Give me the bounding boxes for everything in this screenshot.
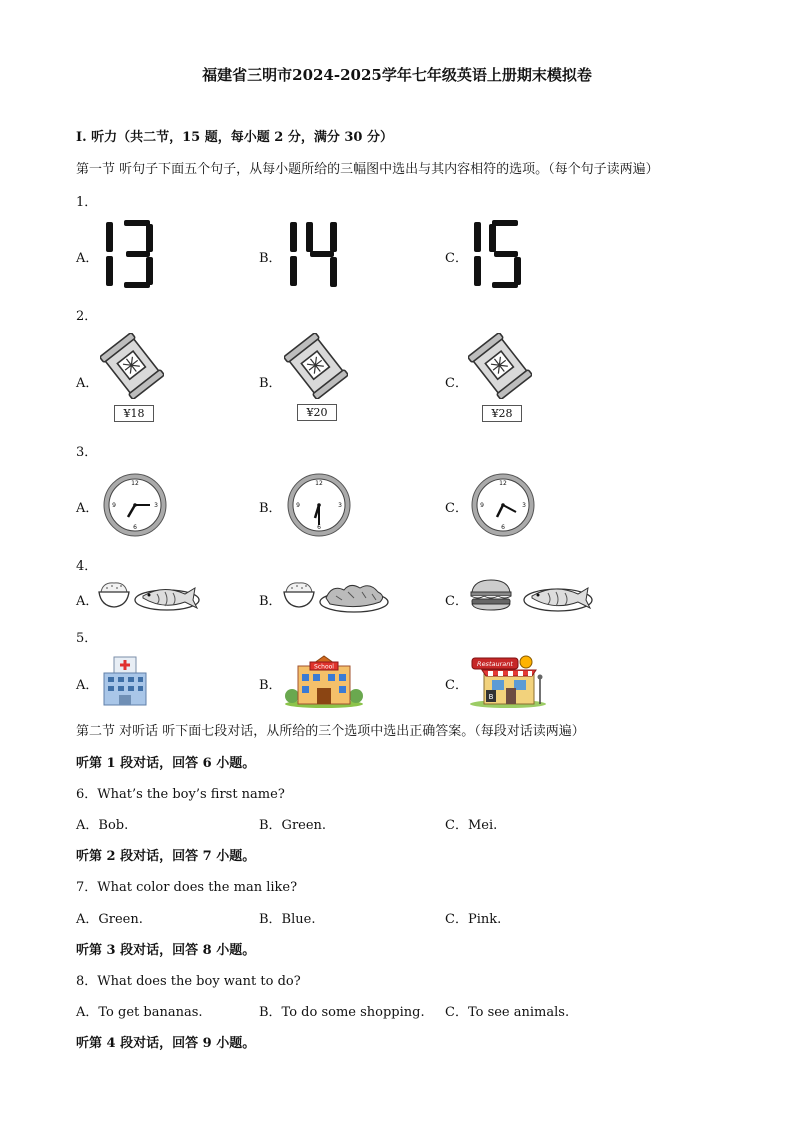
svg-text:3: 3 [338,502,342,509]
number-14-icon [284,218,344,290]
q2-option-b: B． [259,376,282,391]
q5-option-b: B． [259,678,282,693]
section-heading: I. 听力（共二节，15 题，每小题 2 分，满分 30 分） [76,130,393,145]
svg-text:6: 6 [501,524,505,531]
number-13-icon [100,218,160,290]
q4-option-a: A． [76,594,99,609]
svg-text:6: 6 [133,524,137,531]
clock-icon [286,472,352,538]
part2-heading: 第二节 对听话 听下面七段对话，从所给的三个选项中选出正确答案。（每段对话读两遍） [76,724,585,739]
svg-text:12: 12 [315,480,323,487]
clock-icon [102,472,168,538]
restaurant-building-icon [468,654,548,708]
school-building-icon [284,654,364,708]
school-sign: School [314,663,334,671]
svg-text:9: 9 [112,502,116,509]
q6-option-c: C．Mei. [445,818,498,833]
q3-option-c: C． [445,501,468,516]
svg-text:B: B [488,693,494,701]
q3-option-a: A． [76,501,99,516]
q2-option-a: A． [76,376,99,391]
q8-option-a: A．To get bananas. [76,1005,203,1020]
svg-text:6: 6 [317,524,321,531]
q1-option-c: C． [445,251,468,266]
q1-option-b: B． [259,251,282,266]
clock-icon [470,472,536,538]
snack-bag-icon [284,333,348,399]
q6-option-a: A．Bob. [76,818,129,833]
price-tag: ¥20 [297,404,337,421]
question-3-number: 3． [76,445,98,460]
q4-option-b: B． [259,594,282,609]
question-2-number: 2． [76,309,98,324]
svg-text:12: 12 [499,480,507,487]
question-6: 6．What’s the boy’s first name? [76,787,285,802]
page-title: 福建省三明市2024-2025学年七年级英语上册期末模拟卷 [202,66,592,84]
q2-option-c: C． [445,376,468,391]
q7-option-b: B．Blue. [259,912,316,927]
question-1-number: 1． [76,195,98,210]
q8-option-b: B．To do some shopping. [259,1005,425,1020]
meat-plate-icon [318,578,390,614]
dialog-intro: 听第 1 段对话，回答 6 小题。 [76,756,256,771]
dialog-intro: 听第 3 段对话，回答 8 小题。 [76,943,256,958]
dialog-intro: 听第 4 段对话，回答 9 小题。 [76,1036,256,1051]
snack-bag-icon [468,333,532,399]
q1-option-a: A． [76,251,99,266]
restaurant-sign: Restaurant [477,660,513,668]
question-7: 7．What color does the man like? [76,880,298,895]
q6-option-b: B．Green. [259,818,327,833]
fish-plate-icon [133,580,201,612]
svg-text:9: 9 [480,502,484,509]
price-tag: ¥28 [482,405,522,422]
q5-option-c: C． [445,678,468,693]
question-4-number: 4． [76,559,98,574]
question-8: 8．What does the boy want to do? [76,974,301,989]
q5-option-a: A． [76,678,99,693]
price-tag: ¥18 [114,405,154,422]
question-5-number: 5． [76,631,98,646]
rice-bowl-icon [97,580,131,610]
svg-text:3: 3 [522,502,526,509]
dialog-intro: 听第 2 段对话，回答 7 小题。 [76,849,256,864]
number-15-icon [468,218,528,290]
svg-text:9: 9 [296,502,300,509]
rice-bowl-icon [282,580,316,610]
q8-option-c: C．To see animals. [445,1005,570,1020]
q3-option-b: B． [259,501,282,516]
hamburger-icon [468,578,514,612]
part1-heading: 第一节 听句子下面五个句子，从每小题所给的三幅图中选出与其内容相符的选项。（每个句子读两遍） [76,162,659,177]
fish-plate-icon [522,580,594,614]
svg-text:12: 12 [131,480,139,487]
q7-option-a: A．Green. [76,912,143,927]
q7-option-c: C．Pink. [445,912,502,927]
q4-option-c: C． [445,594,468,609]
hospital-building-icon [100,655,150,707]
svg-text:3: 3 [154,502,158,509]
snack-bag-icon [100,333,164,399]
